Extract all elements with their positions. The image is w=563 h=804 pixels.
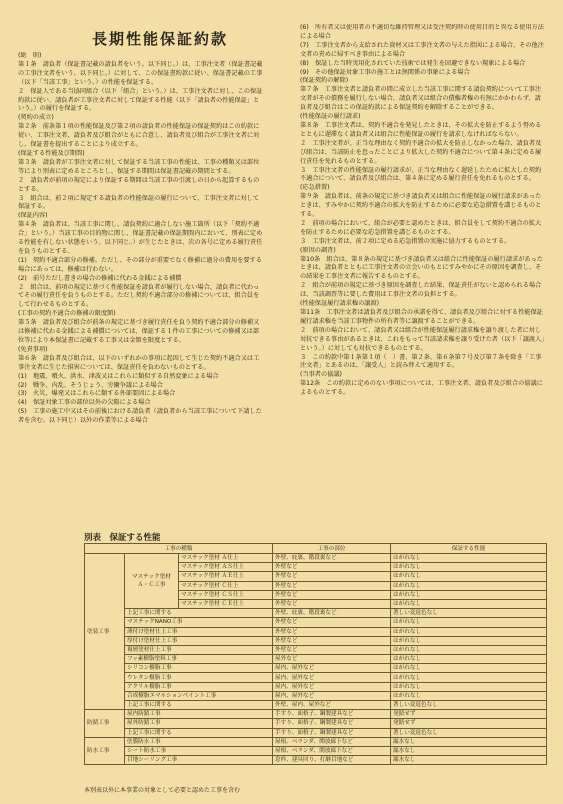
clause-paragraph: ２ 前項の場合において、請負者又は組合が性能保証履行請求権を譲り渡した者に対し対抗できる事由があるときは、これをもって当該請求権を譲り受けた者（以下「譲渡人」という。）に対しても対抗できるものとする。 (300, 326, 545, 352)
header-work-type: 工事の種類 (85, 544, 273, 554)
clause-paragraph: 第５条 請負者及び組合が前条の規定に基づき履行責任を負う契約不適合部分の修補又は修補に代わる金銭による補償については、保証する１件の工事についての修補又は部位等により本保証書に記載する工事又は金額を限度とする。 (18, 319, 260, 344)
performance-cell: はがれなし (391, 581, 547, 590)
work-part-cell: 屋外など (273, 655, 391, 664)
clause-paragraph: 第11条 工事注文者は請負者及び組合の承諾を得て、請負者及び組合に対する性能保証履行請求権を当該工事物件の所有者等に譲渡することができる。 (300, 309, 543, 325)
clause-paragraph: (1) 契約不適合部分の修補。ただし、その部分が重要でなく修補に過分の費用を要する場合にあっては、修補は行わない。 (18, 256, 262, 273)
work-type-cell: マスチック塗材 ＡＳ仕上 (179, 563, 273, 572)
performance-cell: 発錆せず (391, 719, 547, 728)
performance-cell: はがれなし (391, 682, 547, 691)
work-type-cell: 合成樹脂エマルションペイント工事 (125, 691, 273, 700)
work-type-cell: シリコン樹脂工事 (125, 664, 273, 673)
work-part-cell: 手すり、面格子、鋼製建具など (273, 719, 391, 728)
clause-paragraph: 第10条 組合は、第８条の規定に基づき請負者又は組合に性能保証の履行請求があったときは、請負者とともに工事注文者の立会いのもとにすみやかにその原因を調査し、その結果を工事注文者に報告するものとする。 (300, 255, 543, 281)
performance-cell: はがれなし (391, 691, 547, 700)
work-type-cell: シート防水工事 (125, 746, 273, 755)
clause-paragraph: (応急措置) (300, 184, 330, 192)
performance-cell: はがれなし (391, 618, 547, 627)
table-row (85, 655, 547, 664)
clause-paragraph: (7) 工事注文者から支給された資材又は工事注文者の与えた指図による場合、その他注文者の責めに帰すべき事由による場合 (300, 41, 544, 58)
table-row (85, 746, 547, 755)
work-type-cell: マスチック塗材 Ｃ仕上 (179, 581, 273, 590)
table-row (85, 756, 547, 765)
table-row (85, 554, 547, 563)
work-part-cell: 外壁など (273, 636, 391, 645)
appendix-footnote: 本別表以外に本事業の対象として必要と認めた工事を含む (84, 787, 241, 794)
clause-paragraph: (当事者の協議) (300, 371, 342, 379)
work-part-cell: 外壁など (273, 618, 391, 627)
work-type-cell: 上記工事に関する (125, 701, 273, 710)
clause-paragraph: (工事の契約不適合の修補の限度額) (18, 310, 116, 318)
work-part-cell: 外壁など (273, 645, 391, 654)
table-row (85, 673, 547, 682)
table-row (85, 645, 547, 654)
work-part-cell: 外壁など (273, 599, 391, 608)
work-part-cell: 屋内、屋外など (273, 664, 391, 673)
work-type-cell: 屋外防錆工事 (125, 719, 273, 728)
table-row (85, 691, 547, 700)
work-part-cell: 窓枠、建具回り、打継目地など (273, 756, 391, 765)
work-part-cell: 外壁など (273, 572, 391, 581)
performance-cell: はがれなし (391, 590, 547, 599)
performance-cell: 発錆せず (391, 710, 547, 719)
clause-paragraph: 第９条 請負者は、前条の規定に基づき請負者又は組合に性能保証の履行請求があったときは、すみやかに契約不適合の拡大を防止するために必要な応急措置を講じるものとする。 (300, 193, 542, 219)
work-type-cell: ウレタン樹脂工事 (125, 673, 273, 682)
clause-paragraph: 第１条 請負者（保証書記載の請負者をいう。以下同じ。）は、工事注文者（保証書記載の工事注文者をいう。以下同じ。）に対して、この保証書約款に従い、保証書記載の工事（以下「当該工事」という。）の性能を保証する。 (18, 60, 263, 86)
table-row (85, 618, 547, 627)
work-part-cell: 手すり、面格子、鋼製建具など (273, 710, 391, 719)
work-part-cell: 外壁など (273, 563, 391, 572)
table-row (85, 636, 547, 645)
work-subcategory-cell: マスチック塗材 Ａ・Ｃ工事 (125, 554, 179, 609)
clause-paragraph: ２ 前項の場合において、組合が必要と認めたときは、組合員をして契約不適合の拡大を防止するために必要な応急措置を講じるものとする。 (300, 219, 542, 236)
clause-paragraph: (8) 保証した当時実用化されていた技術では発生を回避できない現象による場合 (300, 59, 526, 67)
table-row (85, 682, 547, 691)
work-type-cell: アクリル樹脂工事 (125, 682, 273, 691)
performance-cell: はがれなし (391, 636, 547, 645)
appendix-title: 別表 保証する性能 (84, 533, 161, 543)
clause-paragraph: 第６条 請負者及び組合は、以下のいずれかの事項に起因して生じた契約不適合又は工事注文者に生じた損害については、保証責任を負わないものとする。 (18, 354, 260, 371)
clause-paragraph: (保証内容) (18, 212, 48, 220)
work-part-cell: 外壁など (273, 590, 391, 599)
clause-paragraph: 第８条 工事注文者は、契約不適合を発見したときは、その拡大を防止するよう努めるとともに遅滞なく請負者又は組合に性能保証の履行を請求しなければならない。 (300, 121, 542, 138)
performance-cell: 漏水なし (391, 746, 547, 755)
work-part-cell: 屋内、屋外など (273, 682, 391, 691)
performance-cell: 漏水なし (391, 756, 547, 765)
clause-paragraph: ３ 工事注文者の性能保証の履行請求が、正当な理由なく遅延したために拡大した契約不適合について、請負者及び組合は、第４条に定める履行責任を免れるものとする。 (300, 166, 542, 183)
work-type-cell: 薄付け塗材仕上工事 (125, 627, 273, 636)
work-type-cell: 上記工事に関する (125, 728, 273, 737)
performance-cell: はがれなし (391, 655, 547, 664)
clause-paragraph: (4) 保証対象工事の部位以外の欠陥による場合 (18, 399, 151, 407)
performance-cell: はがれなし (391, 664, 547, 673)
clause-paragraph: 第７条 工事注文者と請負者の間に成立した当該工事に関する請負契約について工事注文者がその債務を履行しない場合、請負者又は組合の債権者権の有無にかかわらず、請負者及び組合はこの保証約款による保証契約を解除することができる。 (300, 86, 542, 112)
work-type-cell: マスチック塗材 Ａ仕上 (179, 554, 273, 563)
clause-paragraph: ２ 保証人である当協同組合（以下「組合」という。）は、工事注文者に対し、この保証約款に従い、請負者が工事注文者に対して保証する性能（以下「請負者の性能保証」という。）の履行を保証する。 (18, 87, 263, 113)
work-part-cell: 外壁、庇裏、階段裏など (273, 554, 391, 563)
work-type-cell: フッ素樹脂塗料工事 (125, 655, 273, 664)
performance-table (84, 543, 547, 765)
header-work-part: 工事の部位 (273, 544, 391, 554)
work-part-cell: 屋根、ベランダ、開放廊下など (273, 737, 391, 746)
clause-paragraph: (1) 地震、噴火、洪水、津波又はこれらに類似する自然変象による場合 (18, 372, 219, 380)
work-part-cell: 外壁、屋内、屋外など (273, 701, 391, 710)
performance-cell: 著しい変退色なし (391, 609, 547, 618)
work-type-cell: マスチック塗材 ＡＥ仕上 (179, 572, 273, 581)
clause-paragraph: (原因の調査) (300, 246, 336, 254)
work-type-cell: マスチック塗材 ＣＥ仕上 (179, 599, 273, 608)
work-type-cell: 目地シーリング工事 (125, 756, 273, 765)
clause-paragraph: 第４条 請負者は、当該工事に関し、請負契約に適合しない施工箇所（以下「契約不適合」という。）当該工事の目的物に関し、保証書記載の保証期間内において、別表に定める性能を有しない状態をいう。以下同じ。）が生じたときは、次の各号に定める履行責任を負うものとする。 (18, 221, 263, 255)
work-type-cell: 塗膜防水工事 (125, 737, 273, 746)
table-row (85, 627, 547, 636)
table-row (85, 719, 547, 728)
work-part-cell: 屋内、屋外など (273, 691, 391, 700)
performance-cell: 著しい変退色なし (391, 701, 547, 710)
performance-cell: はがれなし (391, 645, 547, 654)
table-row (85, 609, 547, 618)
clause-paragraph: (2) 前号ただし書きの場合の修補に代わる金銭による補償 (18, 274, 182, 282)
performance-cell: はがれなし (391, 599, 547, 608)
clause-paragraph: (9) その他保証対象工事の施工とは無関係の事象による場合 (300, 68, 470, 76)
performance-cell: 漏水なし (391, 737, 547, 746)
work-category-cell: 塗装工事 (85, 554, 125, 710)
clause-paragraph: ２ 工事注文者が、正当な理由なく契約不適合の拡大を防止しなかった場合、請負者及び組合は、当該防止を怠ったことにより拡大した契約不適合について第４条に定める履行責任を免れるものとする。 (300, 139, 542, 165)
clause-paragraph: 第３条 請負者が工事注文者に対して保証する当該工事の性能は、工事の種類又は部位等により別表に定めるところとし、保証する期間は保証書記載の期間とする。 (18, 158, 260, 175)
clause-paragraph: (3) 火災、爆発又はこれらに類する外部要因による場合 (18, 390, 176, 398)
clause-paragraph: ３ この約款中第１条第１項（ ）書、第２条、第６条第７号及び第７条を除き「工事注文者」とあるのは、「譲受人」と読み替えて適用する。 (300, 353, 542, 370)
clause-paragraph: (性能保証履行請求権の譲渡) (300, 300, 380, 308)
clause-paragraph: (6) 所有者又は使用者の不適切な維持管理又は受注契約時の使用目的と異なる使用方法による場合 (300, 24, 544, 40)
work-part-cell: 屋根、ベランダ、開放廊下など (273, 746, 391, 755)
work-part-cell: 外壁など (273, 581, 391, 590)
work-type-cell: 複層塗材仕上工事 (125, 645, 273, 654)
work-category-cell: 防水工事 (85, 737, 125, 765)
clause-paragraph: 第12条 この約款に定めのない事項については、工事注文者、請負者及び組合の協議によるものとする。 (300, 380, 543, 397)
clause-paragraph: ３ 工事注文者は、前２項に定める応急措置の実施に協力するものとする。 (300, 237, 511, 245)
clause-paragraph: (2) 戦争、内乱、そうじょう、労働争議による場合 (18, 381, 163, 389)
work-type-cell: 厚付け塗材仕上工事 (125, 636, 273, 645)
clause-paragraph: (保証契約の解除) (300, 77, 349, 85)
work-part-cell: 外壁など (273, 627, 391, 636)
work-part-cell: 屋内、屋外など (273, 673, 391, 682)
clause-paragraph: ３ 組合は、前２項に規定する請負者の性能保証の履行について、工事注文者に対して保証する。 (18, 194, 260, 211)
clause-paragraph: ２ 請負者が前項の規定により保証する期間は当該工事の引渡しの日から起算するものとする。 (18, 176, 260, 193)
table-row (85, 701, 547, 710)
table-row (85, 737, 547, 746)
clause-paragraph: (保証する性能及び期間) (18, 149, 85, 157)
performance-cell: はがれなし (391, 572, 547, 581)
table-row (85, 728, 547, 737)
clause-paragraph: (免責事項) (18, 345, 48, 353)
work-type-cell: 上記工事に関する (125, 609, 273, 618)
work-type-cell: 屋内防錆工事 (125, 710, 273, 719)
performance-table-header (85, 544, 547, 554)
performance-cell: はがれなし (391, 563, 547, 572)
performance-cell: 著しい変退色なし (391, 728, 547, 737)
table-row (85, 710, 547, 719)
clause-paragraph: (5) 工事の施工中又はその前後における請負者（請負者から当該工事について下請した者を含む。以下同じ）以外の作業等による場合 (18, 408, 262, 425)
work-part-cell: 手すり、面格子、鋼製建具など (273, 728, 391, 737)
clause-paragraph: 第２条 前条第１項の性能保証及び第２項の請負者の性能保証の保証契約はこの約款に従い、工事注文者、請負者及び組合がともに合意し、請負者及び組合が工事注文者に対し、保証書を提出することにより成立する。 (18, 123, 260, 149)
performance-cell: はがれなし (391, 554, 547, 563)
document-title: 長期性能保証約款 (92, 30, 229, 48)
clause-paragraph: (性能保証の履行請求) (300, 113, 361, 121)
performance-cell: はがれなし (391, 627, 547, 636)
work-category-cell: 防錆工事 (85, 710, 125, 738)
work-part-cell: 外壁、庇裏、階段裏など (273, 609, 391, 618)
performance-cell: はがれなし (391, 673, 547, 682)
clause-paragraph: (総 則) (18, 52, 42, 59)
terms-right-column (300, 24, 546, 526)
terms-left-column (18, 52, 264, 526)
clause-paragraph: ２ 組合が前項の規定に基づき原因を調査した結果、保証責任がないと認められる場合は、当該調査等に要した費用は工事注文者の負担とする。 (300, 282, 542, 299)
clause-paragraph: ２ 組合は、前項の規定に基づく性能保証を請負者が履行しない場合、請負者に代わってその履行責任を負うものとする。ただし契約不適合部分の修補については、組合員をして行わせるものとする。 (18, 283, 260, 309)
work-type-cell: マスチック塗材 ＣＳ仕上 (179, 590, 273, 599)
work-type-cell: マスチックNANO工事 (125, 618, 273, 627)
header-performance: 保証する性能 (391, 544, 547, 554)
clause-paragraph: (契約の成立) (18, 114, 54, 122)
table-row (85, 664, 547, 673)
